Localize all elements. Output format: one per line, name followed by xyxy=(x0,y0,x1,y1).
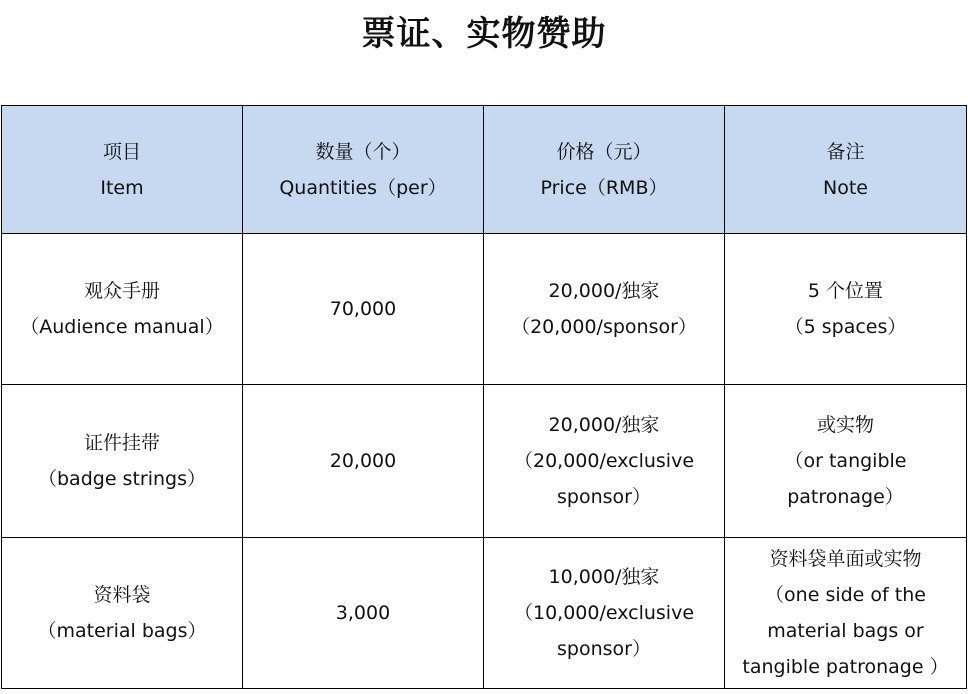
price-cn: 20,000/独家 xyxy=(548,280,660,302)
item-en: （Audience manual） xyxy=(20,316,224,338)
item-cn: 资料袋 xyxy=(93,584,151,606)
header-item-en: Item xyxy=(100,176,144,199)
note-en: （5 spaces） xyxy=(784,316,907,338)
note-en-line3: tangible patronage ） xyxy=(742,656,949,678)
sponsorship-table xyxy=(1,105,967,689)
note-en-line2: patronage） xyxy=(787,486,904,508)
item-en: （badge strings） xyxy=(38,468,206,490)
cell-note xyxy=(725,385,967,538)
cell-item xyxy=(2,385,243,538)
item-en: （material bags） xyxy=(37,620,207,642)
header-price xyxy=(484,106,725,234)
cell-price xyxy=(484,234,725,385)
note-cn: 或实物 xyxy=(816,414,874,436)
header-note xyxy=(725,106,967,234)
cell-item xyxy=(2,538,243,689)
note-en-line2: material bags or xyxy=(767,620,924,642)
header-note-en: Note xyxy=(823,176,868,199)
cell-item xyxy=(2,234,243,385)
table-row xyxy=(2,234,967,385)
header-price-en: Price（RMB） xyxy=(540,176,668,199)
header-price-cn: 价格（元） xyxy=(556,140,652,163)
cell-price xyxy=(484,538,725,689)
page-title: 票证、实物赞助 xyxy=(361,14,607,54)
cell-note xyxy=(725,234,967,385)
note-cn: 资料袋单面或实物 xyxy=(769,548,922,570)
header-quantity xyxy=(243,106,484,234)
cell-note xyxy=(725,538,967,689)
table-row xyxy=(2,538,967,689)
header-item xyxy=(2,106,243,234)
header-note-cn: 备注 xyxy=(826,140,865,163)
item-cn: 观众手册 xyxy=(83,280,160,302)
price-en-line1: （20,000/exclusive xyxy=(513,450,695,472)
quantity-value: 20,000 xyxy=(329,450,397,472)
cell-price xyxy=(484,385,725,538)
price-en: （20,000/sponsor） xyxy=(511,316,697,338)
price-en-line2: sponsor） xyxy=(557,486,651,508)
header-quantity-cn: 数量（个） xyxy=(315,140,411,163)
header-item-cn: 项目 xyxy=(102,140,141,163)
item-cn: 证件挂带 xyxy=(83,432,160,454)
price-en-line1: （10,000/exclusive xyxy=(513,602,695,624)
note-en-line1: （or tangible xyxy=(784,450,907,472)
cell-quantity xyxy=(243,385,484,538)
header-quantity-en: Quantities（per） xyxy=(279,176,447,199)
price-cn: 20,000/独家 xyxy=(548,414,660,436)
note-cn: 5 个位置 xyxy=(807,280,884,302)
price-cn: 10,000/独家 xyxy=(548,566,660,588)
cell-quantity xyxy=(243,538,484,689)
cell-quantity xyxy=(243,234,484,385)
price-en-line2: sponsor） xyxy=(557,638,651,660)
quantity-value: 70,000 xyxy=(329,298,397,320)
quantity-value: 3,000 xyxy=(335,602,391,624)
table-header-row xyxy=(2,106,967,234)
note-en-line1: （one side of the xyxy=(765,584,926,606)
table-row xyxy=(2,385,967,538)
